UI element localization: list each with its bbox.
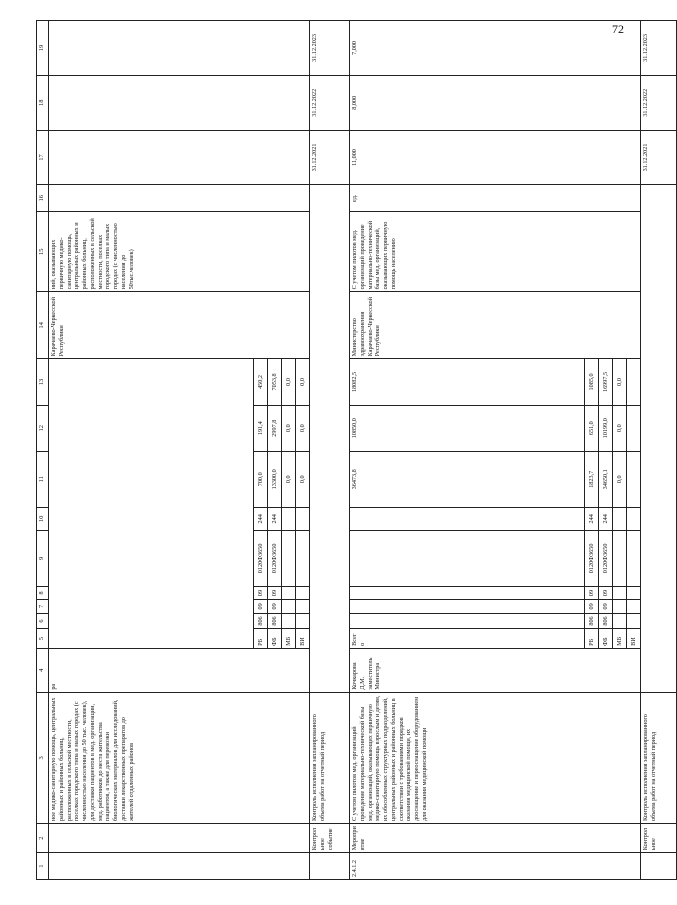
amount-cell: 1823,7 (585, 451, 599, 507)
amount-cell: 450,2 (254, 359, 268, 405)
code-cell (627, 507, 641, 530)
total-amount: 18082,5 (350, 359, 585, 405)
code-cell: 806 (599, 613, 613, 629)
source-cell: РБ (254, 629, 268, 648)
source-cell: РБ (585, 629, 599, 648)
unit-cell: ед. (350, 185, 641, 212)
responsible-cell: ра (49, 648, 310, 692)
code-cell (296, 530, 310, 586)
code-cell: 806 (585, 613, 599, 629)
page-number: 72 (612, 22, 624, 36)
amount-cell: 0,0 (613, 451, 627, 507)
code-cell (282, 600, 296, 613)
event-description: Контроль исполнения запланированного объема работ на отчетный период (641, 692, 677, 823)
code-cell (613, 530, 627, 586)
code-cell (613, 600, 627, 613)
indicator-cell: ний, оказывающих первичную медико-санитарную помощь, центральных районных и районных больниц, расположенных в сельской местности, поселках городского типа и малых городах (с численностью населения до 50тыс.человек) (49, 212, 310, 292)
source-cell: ВИ (296, 629, 310, 648)
header-cell: 6 (37, 613, 49, 629)
amount-cell: 0,0 (613, 359, 627, 405)
table-row (49, 21, 254, 880)
code-cell: 244 (599, 507, 613, 530)
executor-cell: Министерство здравоохранения Карачаево-Черкесской Республики (350, 292, 641, 359)
empty-cell (350, 613, 585, 629)
header-cell: 4 (37, 648, 49, 692)
code-cell: 09 (585, 586, 599, 599)
code-cell (296, 600, 310, 613)
code-cell: 244 (254, 507, 268, 530)
empty-cell (350, 600, 585, 613)
amount-cell: 651,0 (585, 405, 599, 451)
amount-cell: 0,0 (296, 451, 310, 507)
measure-description: С учетом пилотов мед. организаций проведение материально-технической базы мед. организаций, оказывающих первичную медико-санитарную помощь взрослым и детям, их обособленных структурных подразделений, центральных районных и районных больниц в соответствии с требованиями порядков оказания медицинской помощи, их дооснащение и переоснащение оборудованием для оказания медицинской помощи (350, 692, 641, 823)
code-cell (282, 613, 296, 629)
header-cell: 11 (37, 451, 49, 507)
code-cell (627, 613, 641, 629)
executor-cell: Карачаево-Черкесской Республики (49, 292, 310, 359)
measure-number: 2.4.1.2 (350, 853, 641, 880)
total-label: Всего (350, 629, 585, 648)
value-2022 (49, 75, 310, 130)
amount-cell: 0,0 (296, 359, 310, 405)
control-event-row (310, 21, 350, 880)
empty-cell (350, 530, 585, 586)
header-cell: 10 (37, 507, 49, 530)
value-2021 (49, 130, 310, 185)
plan-table (36, 20, 677, 880)
code-cell (613, 586, 627, 599)
source-cell: ВИ (627, 629, 641, 648)
empty-cell (641, 185, 677, 692)
code-cell: 0120Ф3650 (254, 530, 268, 586)
header-cell: 16 (37, 185, 49, 212)
header-cell: 15 (37, 212, 49, 292)
amount-cell: 16997,5 (599, 359, 613, 405)
amount-cell: 7053,8 (268, 359, 282, 405)
code-cell (296, 507, 310, 530)
code-cell (282, 530, 296, 586)
header-cell: 8 (37, 586, 49, 599)
header-cell: 7 (37, 600, 49, 613)
header-cell: 3 (37, 692, 49, 823)
amount-cell: 13300,0 (268, 451, 282, 507)
measure-description: ное медико-санитарную помощь, центральных районных и районных больниц, расположенных в сельской местности, поселках городского типа и малых городах (с численностью населения до 50 тыс. человек), для доставки пациентов в мед. организации, мед. работников до места жительства пациентов, а также для перевозки биологических материалов для исследований, доставки лекарственных препаратов до жителей отдаленных районов (49, 692, 310, 823)
amount-cell: 0,0 (296, 405, 310, 451)
code-cell (613, 613, 627, 629)
amount-cell: 0,0 (282, 405, 296, 451)
amount-cell: 10199,0 (599, 405, 613, 451)
amount-cell: 191,4 (254, 405, 268, 451)
code-cell: 244 (585, 507, 599, 530)
code-cell (296, 586, 310, 599)
code-cell (627, 586, 641, 599)
total-amount: 10850,0 (350, 405, 585, 451)
amount-cell (627, 451, 641, 507)
responsible-cell: Кочкарова Д.М. заместитель Министра (350, 648, 641, 692)
source-cell: МБ (282, 629, 296, 648)
cell-col2 (49, 824, 310, 853)
code-cell: 0120Ф3650 (599, 530, 613, 586)
amount-cell: 1085,0 (585, 359, 599, 405)
header-row (37, 21, 49, 880)
value-2021: 11,000 (350, 130, 641, 185)
header-cell: 5 (37, 629, 49, 648)
event-type: Контрольное (641, 824, 677, 853)
code-cell: 09 (254, 586, 268, 599)
total-amount: 36473,8 (350, 451, 585, 507)
code-cell (613, 507, 627, 530)
value-2023: 7,000 (350, 21, 641, 76)
empty-cell (310, 185, 350, 692)
code-cell (296, 613, 310, 629)
indicator-cell: С учетом пилотов мед. организаций проведение материально-технической базы мед. организаций, оказывающих первичную помощь населению (350, 212, 641, 292)
amount-cell: 0,0 (282, 359, 296, 405)
header-cell: 14 (37, 292, 49, 359)
unit-cell (49, 185, 310, 212)
amount-cell: 34650,1 (599, 451, 613, 507)
amount-cell: 2997,8 (268, 405, 282, 451)
amount-cell: 0,0 (282, 451, 296, 507)
code-cell: 09 (599, 600, 613, 613)
code-cell: 09 (585, 600, 599, 613)
table-row (350, 21, 585, 880)
empty-cell (350, 586, 585, 599)
code-cell: 244 (268, 507, 282, 530)
source-cell: ФБ (268, 629, 282, 648)
amount-cell: 700,0 (254, 451, 268, 507)
code-cell: 09 (268, 586, 282, 599)
value-2022: 8,000 (350, 75, 641, 130)
header-cell: 19 (37, 21, 49, 76)
code-cell (627, 600, 641, 613)
date-2021: 31.12.2021 (310, 130, 350, 185)
code-cell (282, 586, 296, 599)
amount-cell (627, 359, 641, 405)
code-cell (627, 530, 641, 586)
header-cell: 13 (37, 359, 49, 405)
header-cell: 2 (37, 824, 49, 853)
code-cell: 09 (599, 586, 613, 599)
source-cell: ФБ (599, 629, 613, 648)
measure-type: Мероприятие (350, 824, 641, 853)
empty-cell (350, 507, 585, 530)
value-2023 (49, 21, 310, 76)
cell-col1 (641, 853, 677, 880)
header-cell: 12 (37, 405, 49, 451)
code-cell: 09 (268, 600, 282, 613)
header-cell: 9 (37, 530, 49, 586)
header-cell: 18 (37, 75, 49, 130)
code-cell: 806 (268, 613, 282, 629)
amount-cell (627, 405, 641, 451)
empty-cell (49, 359, 254, 649)
header-cell: 17 (37, 130, 49, 185)
source-cell: МБ (613, 629, 627, 648)
date-2021: 31.12.2021 (641, 130, 677, 185)
date-2023: 31.12.2023 (641, 21, 677, 76)
event-type: Контрольное событие (310, 824, 350, 853)
cell-col1 (49, 853, 310, 880)
code-cell: 806 (254, 613, 268, 629)
code-cell: 0120Ф3650 (585, 530, 599, 586)
code-cell: 09 (254, 600, 268, 613)
cell-col1 (310, 853, 350, 880)
header-cell: 1 (37, 853, 49, 880)
date-2022: 31.12.2022 (641, 75, 677, 130)
code-cell (282, 507, 296, 530)
amount-cell: 0,0 (613, 405, 627, 451)
control-event-row (641, 21, 677, 880)
date-2022: 31.12.2022 (310, 75, 350, 130)
code-cell: 0120Ф3650 (268, 530, 282, 586)
event-description: Контроль исполнения запланированного объема работ на отчетный период (310, 692, 350, 823)
date-2023: 31.12.2023 (310, 21, 350, 76)
